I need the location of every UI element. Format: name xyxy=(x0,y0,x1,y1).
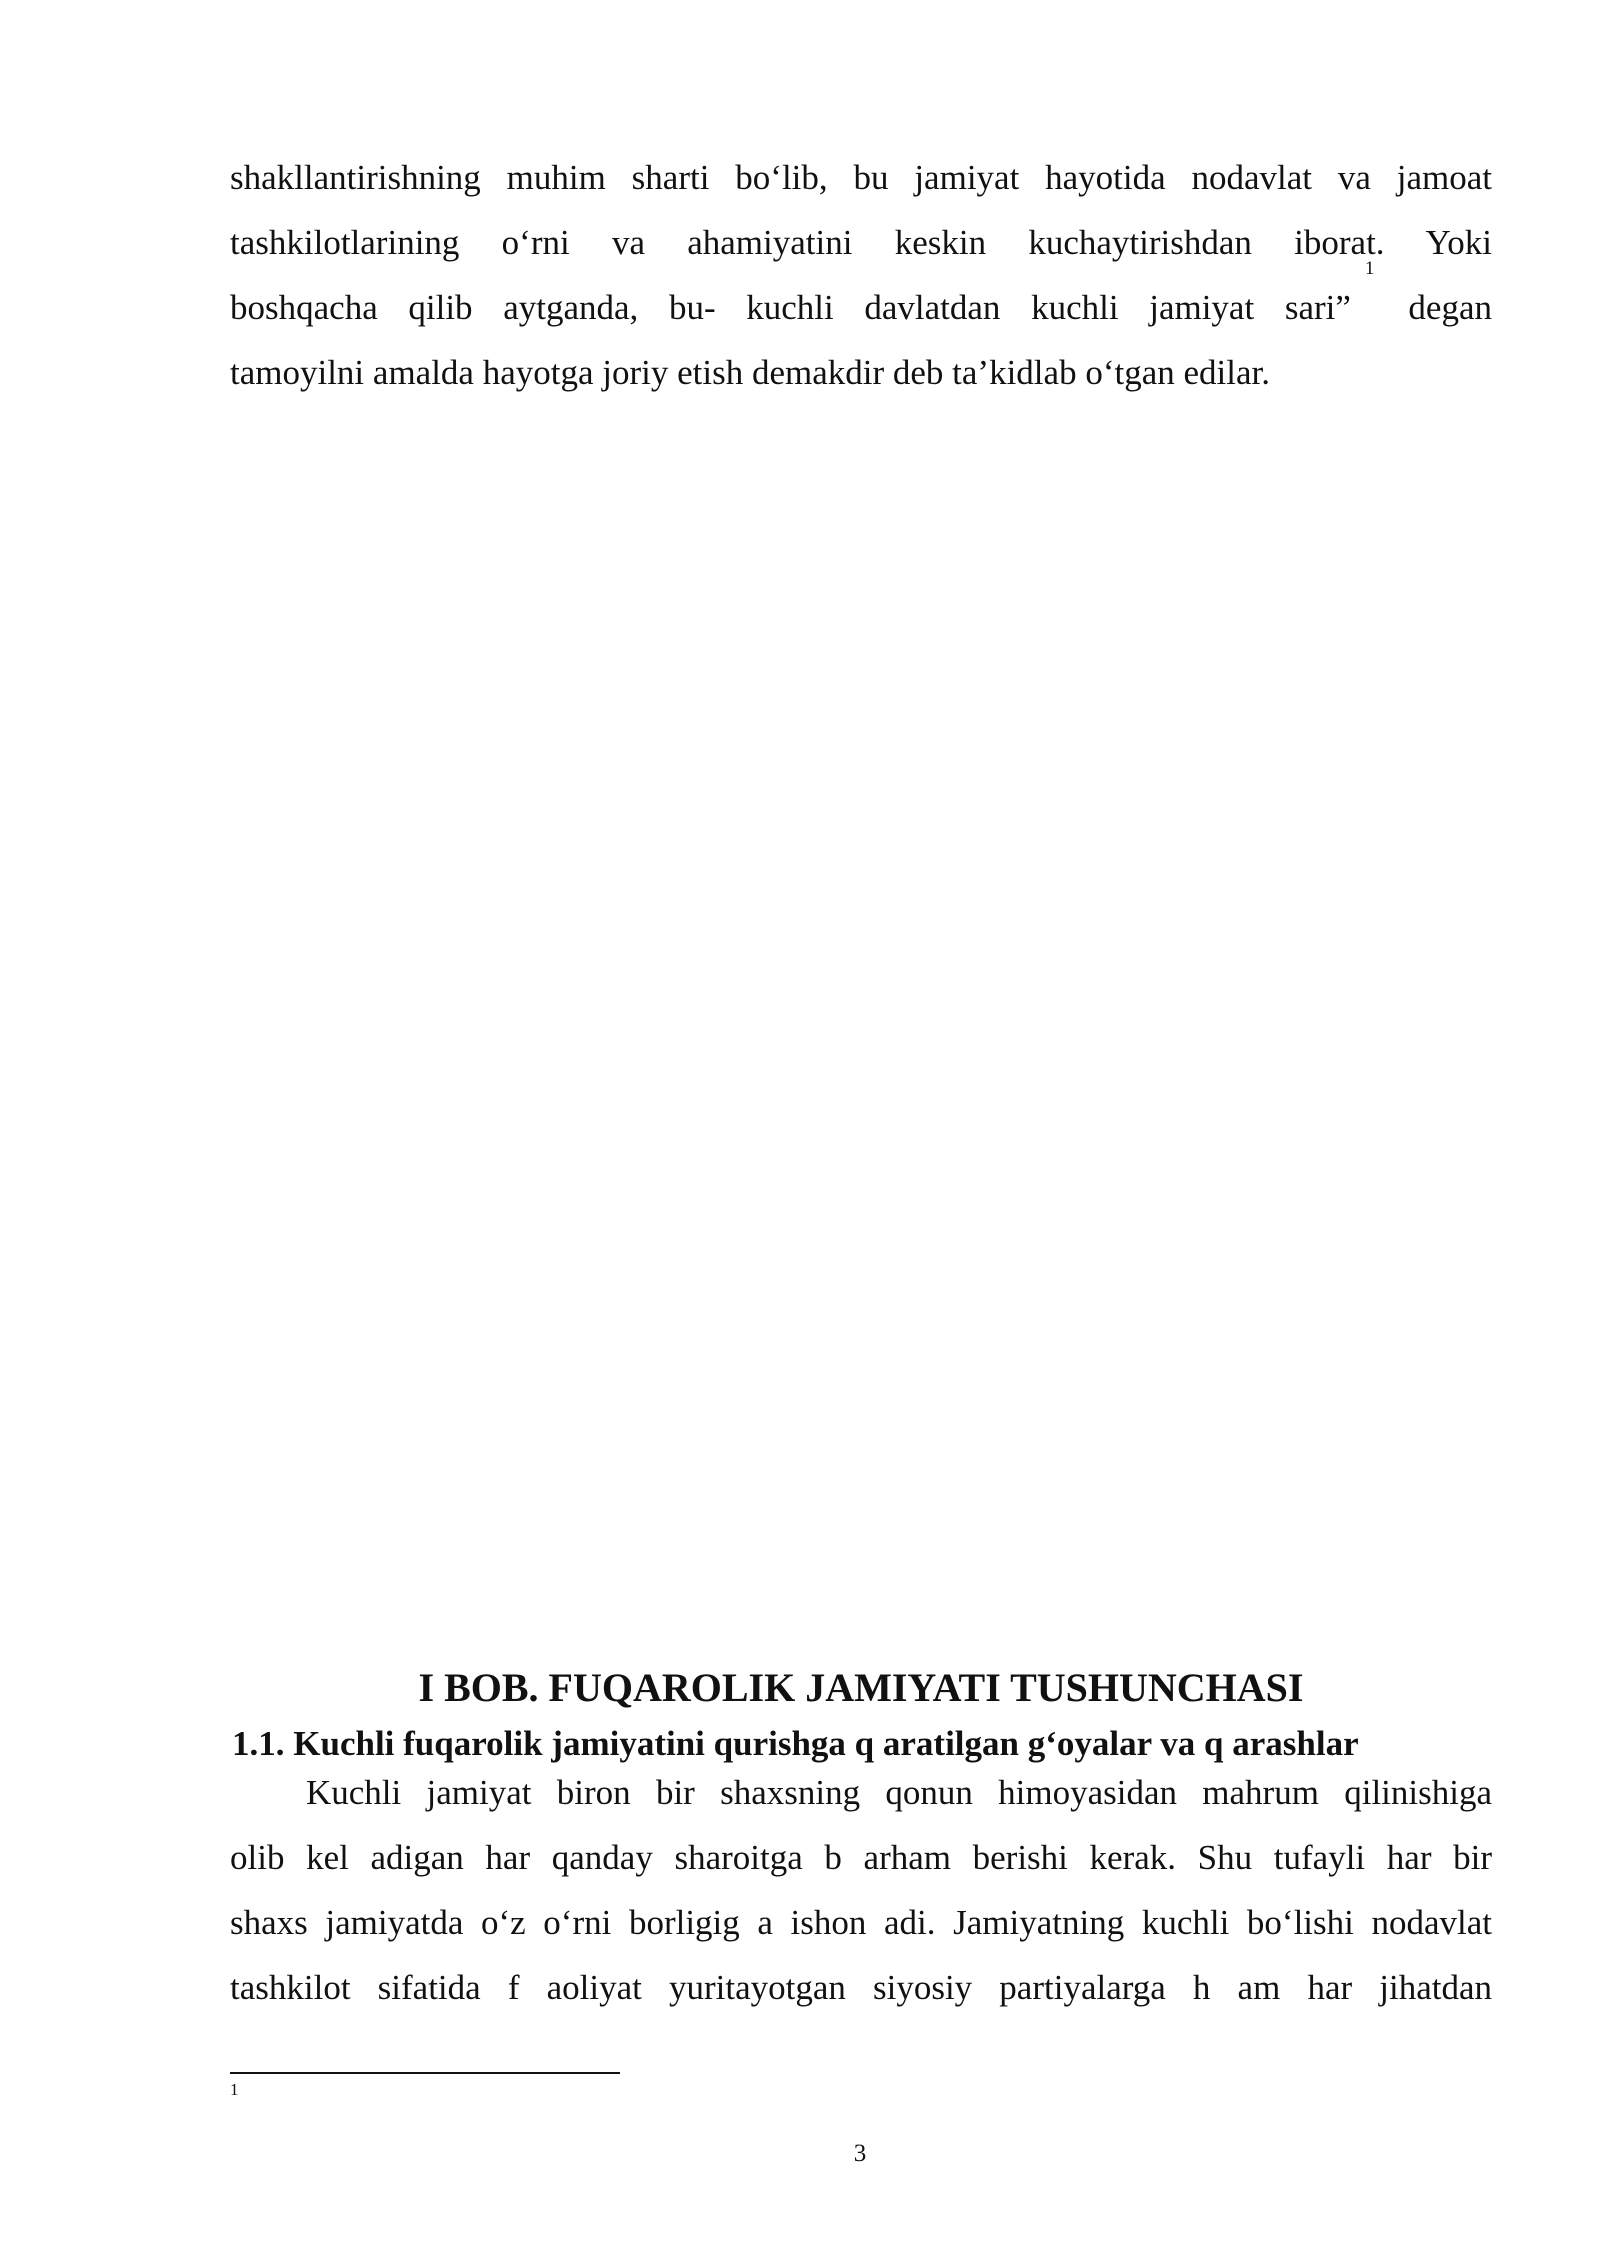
paragraph-line: shaxs jamiyatda o‘z o‘rni borligig a ishon adi. Jamiyatning kuchli bo‘lishi nodavlat xyxy=(230,1903,1492,1942)
footnote-mark: 1 xyxy=(230,2080,239,2099)
paragraph-line: Kuchli jamiyat biron bir shaxsning qonun himoyasidan mahrum qilinishiga xyxy=(306,1773,1492,1812)
footnote-reference[interactable]: 1 xyxy=(1364,258,1375,279)
paragraph-line: tashkilotlarining o‘rni va ahamiyatini keskin kuchaytirishdan iborat. Yoki xyxy=(230,223,1492,262)
top-paragraph xyxy=(230,145,1492,405)
bottom-paragraph xyxy=(230,1760,1492,2020)
paragraph-line: shakllantirishning muhim sharti bo‘lib, bu jamiyat hayotida nodavlat va jamoat xyxy=(230,158,1492,197)
chapter-title: I BOB. FUQAROLIK JAMIYATI TUSHUNCHASI xyxy=(418,1665,1304,1710)
section-title: 1.1. Kuchli fuqarolik jamiyatini qurishga q aratilgan g‘oyalar va q arashlar xyxy=(232,1724,1359,1763)
footnote-separator xyxy=(230,2072,620,2074)
paragraph-line: olib kel adigan har qanday sharoitga b arham berishi kerak. Shu tufayli har bir xyxy=(230,1838,1492,1877)
paragraph-line: tashkilot sifatida f aoliyat yuritayotgan siyosiy partiyalarga h am har jihatdan xyxy=(230,1968,1492,2007)
paragraph-line: boshqacha qilib aytganda, bu- kuchli davlatdan kuchli jamiyat sari” xyxy=(230,288,1351,327)
page-number: 3 xyxy=(853,2140,867,2167)
paragraph-line-with-footnote xyxy=(230,258,1492,340)
paragraph-line: tamoyilni amalda hayotga joriy etish demakdir deb ta’kidlab o‘tgan edilar. xyxy=(230,353,1270,392)
paragraph-line-tail: degan xyxy=(1408,288,1492,327)
